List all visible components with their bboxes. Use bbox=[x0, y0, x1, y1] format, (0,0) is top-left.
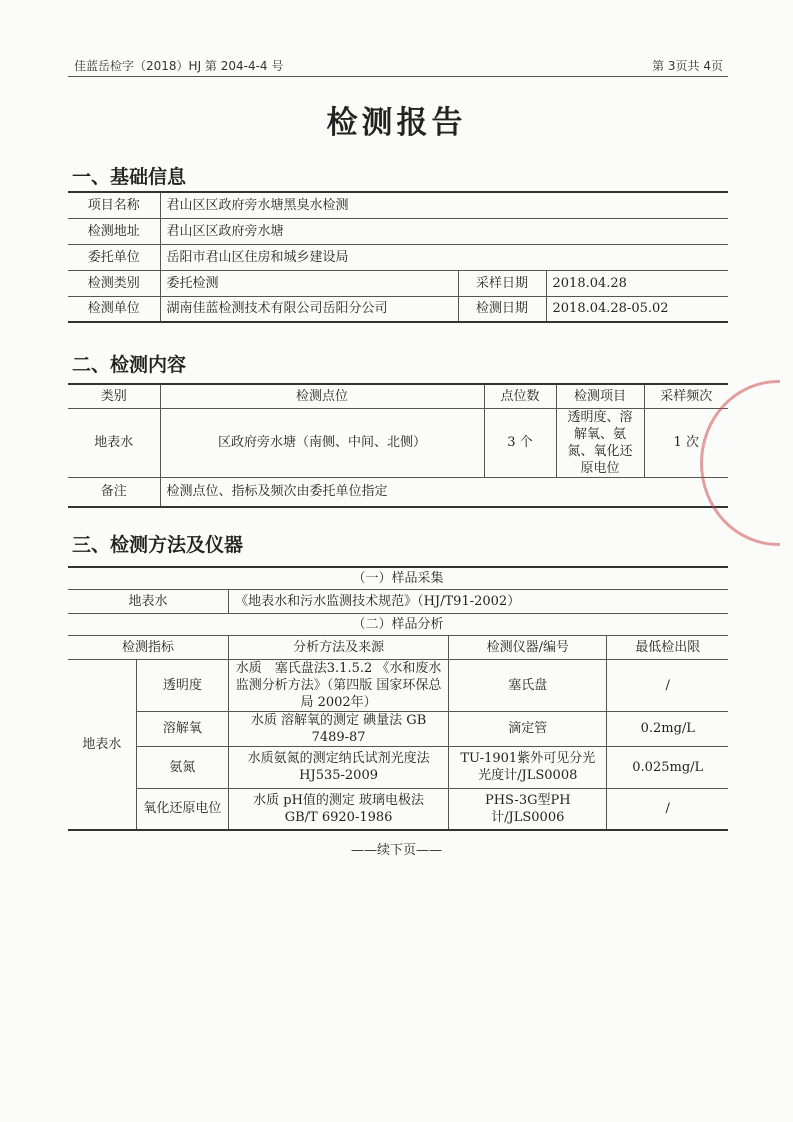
methods-header-method: 分析方法及来源 bbox=[229, 635, 449, 659]
report-title: 检测报告 bbox=[326, 105, 467, 141]
address-label: 检测地址 bbox=[68, 218, 160, 244]
remark-label: 备注 bbox=[68, 477, 160, 507]
seal-stamp-icon bbox=[700, 380, 780, 550]
section-basic-info-title: 一、基础信息 bbox=[72, 166, 187, 188]
type-label: 检测类别 bbox=[68, 270, 160, 296]
methods-header-indicator: 检测指标 bbox=[68, 635, 229, 659]
content-location: 区政府旁水塘（南侧、中间、北侧） bbox=[160, 408, 484, 477]
limit-2: 0.025mg/L bbox=[607, 746, 728, 788]
limit-1: 0.2mg/L bbox=[607, 711, 728, 746]
limit-3: / bbox=[607, 788, 728, 830]
content-header-category: 类别 bbox=[68, 384, 160, 408]
methods-category: 地表水 bbox=[68, 659, 136, 830]
section-content-title: 二、检测内容 bbox=[72, 354, 187, 376]
client-label: 委托单位 bbox=[68, 244, 160, 270]
address: 君山区区政府旁水塘 bbox=[160, 218, 728, 244]
content-header-count: 点位数 bbox=[484, 384, 556, 408]
sampling-method: 《地表水和污水监测技术规范》（HJ/T91-2002） bbox=[229, 589, 728, 613]
sampling-label: 地表水 bbox=[68, 589, 229, 613]
page-info: 第 3页共 4页 bbox=[652, 59, 723, 73]
client: 岳阳市君山区住房和城乡建设局 bbox=[160, 244, 728, 270]
indicator-2: 氨氮 bbox=[136, 746, 228, 788]
sample-date-label: 采样日期 bbox=[458, 270, 546, 296]
type: 委托检测 bbox=[160, 270, 458, 296]
limit-0: / bbox=[607, 659, 728, 711]
unit: 湖南佳蓝检测技术有限公司岳阳分公司 bbox=[160, 296, 458, 322]
instrument-2: TU-1901紫外可见分光光度计/JLS0008 bbox=[449, 746, 607, 788]
sample-date: 2018.04.28 bbox=[546, 270, 728, 296]
unit-label: 检测单位 bbox=[68, 296, 160, 322]
method-3: 水质 pH值的测定 玻璃电极法 GB/T 6920-1986 bbox=[229, 788, 449, 830]
section-methods-title: 三、检测方法及仪器 bbox=[72, 534, 244, 556]
content-header-freq: 采样频次 bbox=[644, 384, 728, 408]
indicator-1: 溶解氧 bbox=[136, 711, 228, 746]
instrument-0: 塞氏盘 bbox=[449, 659, 607, 711]
methods-table bbox=[68, 566, 728, 831]
content-table bbox=[68, 383, 728, 508]
sampling-title: （一）样品采集 bbox=[68, 567, 728, 589]
remark: 检测点位、指标及频次由委托单位指定 bbox=[160, 477, 728, 507]
test-date: 2018.04.28-05.02 bbox=[546, 296, 728, 322]
method-2: 水质氨氮的测定纳氏试剂光度法 HJ535-2009 bbox=[229, 746, 449, 788]
content-header-location: 检测点位 bbox=[160, 384, 484, 408]
continued-footer: ——续下页—— bbox=[350, 843, 442, 858]
methods-header-limit: 最低检出限 bbox=[607, 635, 728, 659]
method-0: 水质 塞氏盘法3.1.5.2 《水和废水监测分析方法》（第四版 国家环保总局 2002年） bbox=[229, 659, 449, 711]
project-name: 君山区区政府旁水塘黑臭水检测 bbox=[160, 192, 728, 218]
test-date-label: 检测日期 bbox=[458, 296, 546, 322]
method-1: 水质 溶解氧的测定 碘量法 GB 7489-87 bbox=[229, 711, 449, 746]
content-items: 透明度、溶解氧、氨氮、氧化还原电位 bbox=[556, 408, 644, 477]
instrument-1: 滴定管 bbox=[449, 711, 607, 746]
instrument-3: PHS-3G型PH计/JLS0006 bbox=[449, 788, 607, 830]
analysis-title: （二）样品分析 bbox=[68, 613, 728, 635]
project-name-label: 项目名称 bbox=[68, 192, 160, 218]
content-header-items: 检测项目 bbox=[556, 384, 644, 408]
content-freq: 1 次 bbox=[644, 408, 728, 477]
basic-info-table bbox=[68, 191, 728, 323]
header-divider bbox=[68, 76, 728, 77]
indicator-3: 氧化还原电位 bbox=[136, 788, 228, 830]
content-category: 地表水 bbox=[68, 408, 160, 477]
methods-header-instrument: 检测仪器/编号 bbox=[449, 635, 607, 659]
indicator-0: 透明度 bbox=[136, 659, 228, 711]
content-count: 3 个 bbox=[484, 408, 556, 477]
document-number: 佳蓝岳检字（2018）HJ 第 204-4-4 号 bbox=[74, 59, 284, 73]
